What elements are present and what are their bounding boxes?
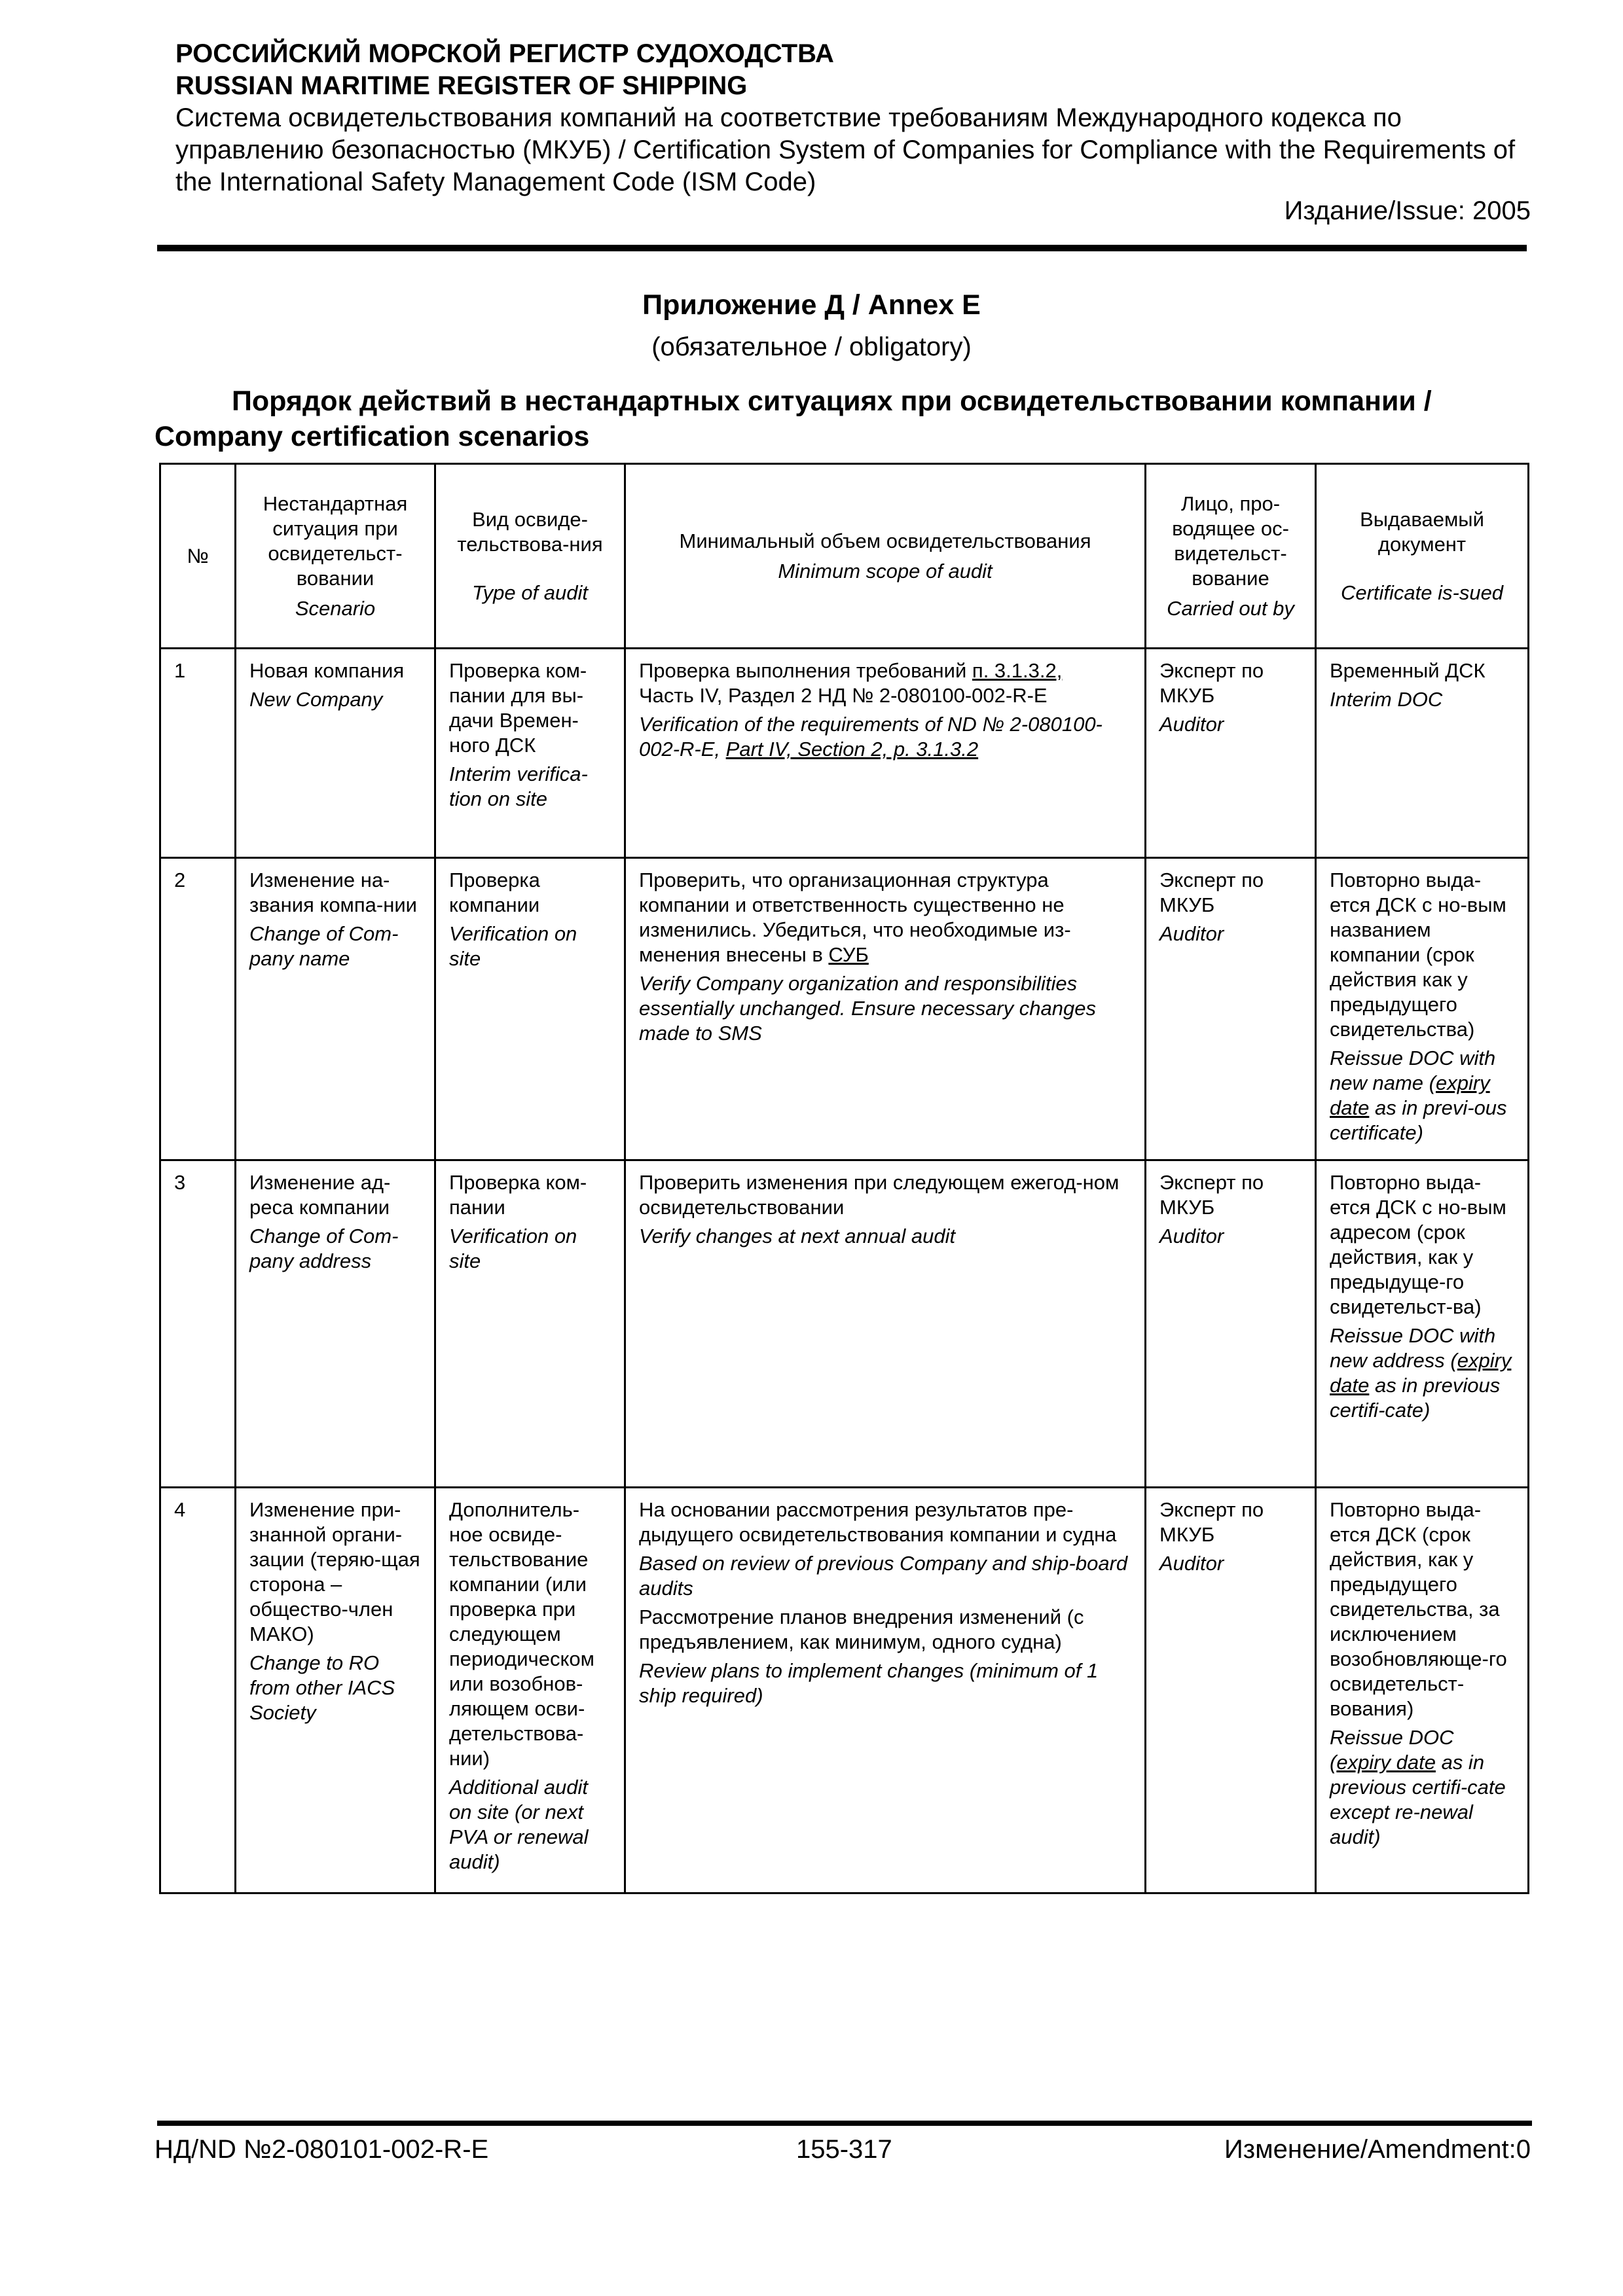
cell-scenario: Изменение ад-реса компании Change of Com-pany address bbox=[236, 1160, 435, 1488]
footer-divider bbox=[157, 2121, 1532, 2126]
footer-page-number: 155-317 bbox=[796, 2135, 892, 2164]
cell-certificate: Временный ДСК Interim DOC bbox=[1316, 649, 1529, 858]
header-type: Вид освиде-тельствова-ния Type of audit bbox=[435, 464, 625, 649]
table-row bbox=[160, 1488, 1529, 1893]
annex-subtitle: (обязательное / obligatory) bbox=[651, 332, 972, 361]
cell-scope: Проверить, что организационная структура компании и ответственность существенно не изменились. Убедиться, что необходимые из-менения внесены в СУБ Verify Company organization and responsibilities essentially unchanged. Ensure necessary changes made to SMS bbox=[625, 858, 1146, 1160]
footer-amendment: Изменение/Amendment:0 bbox=[1224, 2135, 1531, 2164]
header-certificate: Выдаваемый документ Certificate is-sued bbox=[1316, 464, 1529, 649]
cell-no: 2 bbox=[160, 858, 236, 1160]
footer-doc-number: НД/ND №2-080101-002-R-E bbox=[155, 2135, 489, 2164]
cell-type: Проверка ком-пании Verification on site bbox=[435, 1160, 625, 1488]
section-title: Порядок действий в нестандартных ситуациях при освидетельствовании компании / Company certification scenarios bbox=[155, 386, 1432, 452]
header-carried-out-by: Лицо, про-водящее ос-видетельст-вование Carried out by bbox=[1146, 464, 1316, 649]
header-scenario: Нестандартная ситуация при освидетельст-вовании Scenario bbox=[236, 464, 435, 649]
table-row bbox=[160, 858, 1529, 1160]
cell-type: Проверка компании Verification on site bbox=[435, 858, 625, 1160]
issue-label: Издание/Issue: 2005 bbox=[1284, 196, 1531, 225]
table-header-row bbox=[160, 464, 1529, 649]
cell-scope: На основании рассмотрения результатов пре-дыдущего освидетельствования компании и судна Based on review of previous Company and ship-board audits Рассмотрение планов внедрения изменений (с предъявлением, как минимум, одного судна) Review plans to implement changes (minimum of 1 ship required) bbox=[625, 1488, 1146, 1893]
document-header bbox=[175, 38, 1524, 198]
table-row bbox=[160, 1160, 1529, 1488]
cell-carried-out-by: Эксперт по МКУБ Auditor bbox=[1146, 649, 1316, 858]
cell-certificate: Повторно выда-ется ДСК с но-вым названием компании (срок действия как у предыдущего свидетельства) Reissue DOC with new name (expiry date as in previ-ous certificate) bbox=[1316, 858, 1529, 1160]
cell-no: 1 bbox=[160, 649, 236, 858]
cell-type: Проверка ком-пании для вы-дачи Времен-ного ДСК Interim verifica-tion on site bbox=[435, 649, 625, 858]
cell-carried-out-by: Эксперт по МКУБ Auditor bbox=[1146, 1488, 1316, 1893]
org-name-ru: РОССИЙСКИЙ МОРСКОЙ РЕГИСТР СУДОХОДСТВА bbox=[175, 39, 834, 68]
scenarios-table bbox=[159, 463, 1529, 1894]
org-name-en: RUSSIAN MARITIME REGISTER OF SHIPPING bbox=[175, 71, 748, 100]
table-row bbox=[160, 649, 1529, 858]
cell-no: 4 bbox=[160, 1488, 236, 1893]
header-divider bbox=[157, 245, 1527, 251]
cell-type: Дополнитель-ное освиде-тельствование компании (или проверка при следующем периодическом или возобнов-ляющем осви-детельствова-нии) Additional audit on site (or next PVA or renewal audit) bbox=[435, 1488, 625, 1893]
header-scope: Минимальный объем освидетельствования Minimum scope of audit bbox=[625, 464, 1146, 649]
cell-certificate: Повторно выда-ется ДСК (срок действия, как у предыдущего свидетельства, за исключением возобновляюще-го освидетельст-вования) Reissue DOC (expiry date as in previous certifi-cate except re-newal audit) bbox=[1316, 1488, 1529, 1893]
cell-scenario: Новая компания New Company bbox=[236, 649, 435, 858]
cell-scenario: Изменение на-звания компа-нии Change of Com-pany name bbox=[236, 858, 435, 1160]
cell-carried-out-by: Эксперт по МКУБ Auditor bbox=[1146, 858, 1316, 1160]
cell-scope: Проверка выполнения требований п. 3.1.3.2, Часть IV, Раздел 2 НД № 2-080100-002-R-E Verification of the requirements of ND № 2-080100-002-R-E, Part IV, Section 2, p. 3.1.3.2 bbox=[625, 649, 1146, 858]
header-no: № bbox=[160, 464, 236, 649]
cell-no: 3 bbox=[160, 1160, 236, 1488]
annex-title: Приложение Д / Annex E bbox=[642, 289, 981, 321]
system-title: Система освидетельствования компаний на соответствие требованиям Международного кодекса по управлению безопасностью (МКУБ) / Certification System of Companies for Compliance with the Requirements of the International Safety Management Code (ISM Code) bbox=[175, 103, 1516, 196]
cell-certificate: Повторно выда-ется ДСК с но-вым адресом (срок действия, как у предыдуще-го свидетельст-ва) Reissue DOC with new address (expiry date as in previous certifi-cate) bbox=[1316, 1160, 1529, 1488]
cell-scope: Проверить изменения при следующем ежегод-ном освидетельствовании Verify changes at next annual audit bbox=[625, 1160, 1146, 1488]
cell-carried-out-by: Эксперт по МКУБ Auditor bbox=[1146, 1160, 1316, 1488]
cell-scenario: Изменение при-знанной органи-зации (теряю-щая сторона – общество-член МАКО) Change to RO from other IACS Society bbox=[236, 1488, 435, 1893]
